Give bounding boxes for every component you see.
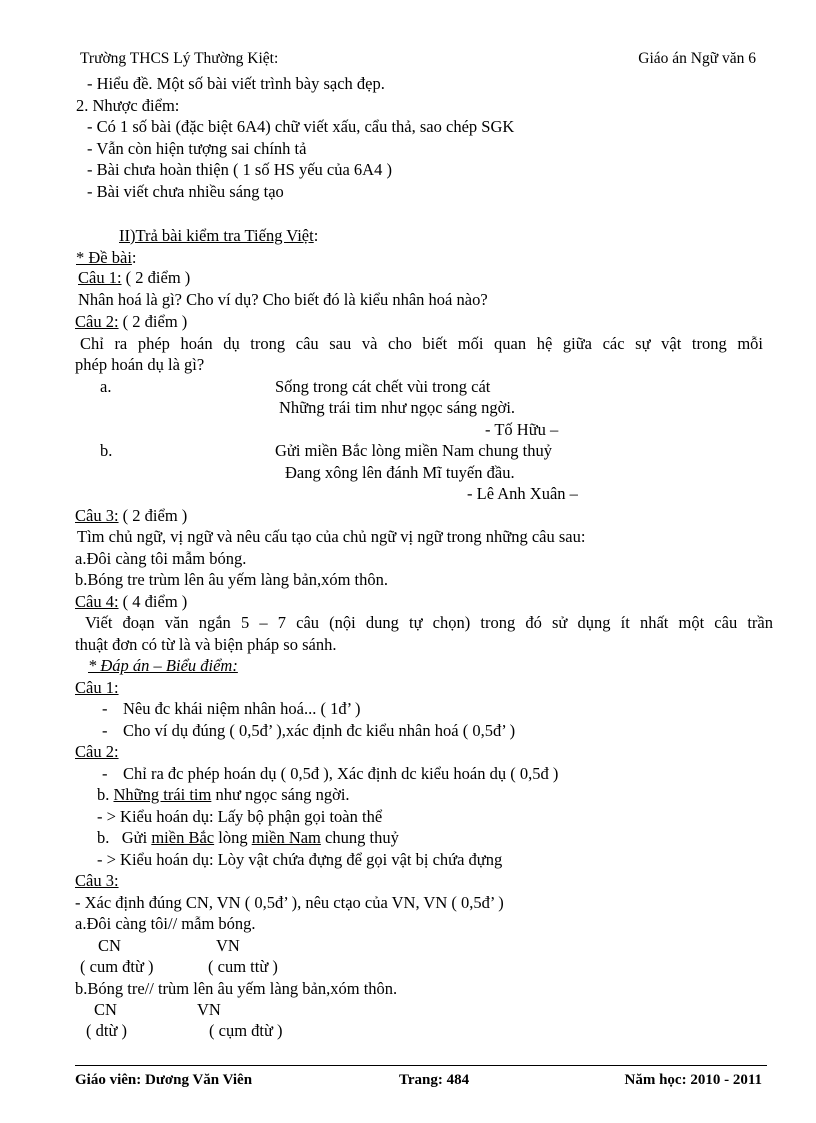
example-text: lòng: [214, 828, 252, 847]
strength-item: - Hiểu đề. Một số bài viết trình bày sạch đẹp.: [87, 74, 385, 93]
school-name: Trường THCS Lý Thường Kiệt:: [80, 50, 279, 67]
underlined-phrase: miền Bắc: [151, 828, 215, 847]
example-text: Gửi: [121, 828, 152, 847]
example-label: b.: [97, 828, 110, 847]
poem-b-label: b.: [100, 441, 113, 460]
section-heading-text: II)Trả bài kiểm tra Tiếng Việt: [119, 226, 314, 245]
poem-line: Gửi miền Bắc lòng miền Nam chung thuỷ: [275, 441, 553, 460]
underlined-phrase: miền Nam: [251, 828, 321, 847]
answer-sentence: a.Đôi càng tôi// mẫm bóng.: [75, 914, 256, 933]
question-label: Câu 4:: [75, 592, 119, 611]
subject-structure: ( cum đtừ ): [80, 957, 154, 976]
answer-key-title: * Đáp án – Biểu điểm:: [88, 656, 238, 675]
example-rest: như ngọc sáng ngời.: [211, 785, 350, 804]
page-number: Trang: 484: [399, 1072, 470, 1088]
answer-item: Chỉ ra đc phép hoán dụ ( 0,5đ ), Xác định dc kiểu hoán dụ ( 0,5đ ): [123, 764, 559, 783]
teacher-name: Giáo viên: Dương Văn Viên: [75, 1072, 253, 1088]
question-points: ( 4 điểm ): [118, 592, 188, 611]
question-points: ( 2 điểm ): [118, 506, 188, 525]
predicate-structure: ( cum ttừ ): [208, 957, 278, 976]
question-3-sentence: a.Đôi càng tôi mẫm bóng.: [75, 549, 247, 568]
predicate-label: VN: [197, 1000, 221, 1019]
answer-explanation: - > Kiểu hoán dụ: Lấy bộ phận gọi toàn thể: [97, 807, 383, 826]
poem-a-label: a.: [100, 377, 112, 396]
section-heading: [119, 226, 318, 246]
weakness-item: - Bài viết chưa nhiều sáng tạo: [87, 182, 284, 201]
question-label: Câu 1:: [78, 268, 122, 287]
bullet-dash: -: [102, 764, 108, 783]
subject-label: CN: [98, 936, 121, 955]
footer-divider: [75, 1065, 767, 1066]
question-points: ( 2 điểm ): [118, 312, 188, 331]
exam-heading: [76, 248, 137, 268]
poem-author: - Lê Anh Xuân –: [467, 484, 578, 503]
example-label: b.: [97, 785, 110, 804]
weakness-item: - Bài chưa hoàn thiện ( 1 số HS yếu của 6A4 ): [87, 160, 392, 179]
answer-sentence: b.Bóng tre// trùm lên âu yếm làng bản,xóm thôn.: [75, 979, 398, 998]
example-text: chung thuỷ: [320, 828, 399, 847]
question-label: Câu 3:: [75, 506, 119, 525]
question-2-heading: [75, 312, 187, 332]
answer-item: Cho ví dụ đúng ( 0,5đ’ ),xác định đc kiểu nhân hoá ( 0,5đ’ ): [123, 721, 516, 740]
document-subject: Giáo án Ngữ văn 6: [638, 50, 756, 67]
question-2-text: phép hoán dụ là gì?: [75, 355, 205, 374]
question-4-text: thuật đơn có từ là và biện pháp so sánh.: [75, 635, 337, 654]
question-3-sentence: b.Bóng tre trùm lên âu yếm làng bản,xóm thôn.: [75, 570, 388, 589]
answer-3-label: Câu 3:: [75, 871, 119, 890]
weakness-item: - Vẫn còn hiện tượng sai chính tả: [87, 139, 307, 158]
poem-author: - Tố Hữu –: [485, 420, 559, 439]
weakness-item: - Có 1 số bài (đặc biệt 6A4) chữ viết xấu, cẩu thả, sao chép SGK: [87, 117, 515, 136]
weakness-heading: 2. Nhược điểm:: [76, 96, 180, 115]
question-3-heading: [75, 506, 187, 526]
poem-line: Sống trong cát chết vùi trong cát: [275, 377, 491, 396]
exam-heading-colon: :: [131, 248, 137, 267]
question-points: ( 2 điểm ): [121, 268, 191, 287]
subject-structure: ( dtừ ): [86, 1021, 128, 1040]
predicate-structure: ( cụm đtừ ): [209, 1021, 283, 1040]
answer-explanation: - > Kiểu hoán dụ: Lòy vật chứa đựng để gọi vật bị chứa đựng: [97, 850, 503, 869]
question-2-text: Chỉ ra phép hoán dụ trong câu sau và cho biết mối quan hệ giữa các sự vật trong mỗi: [80, 334, 763, 353]
question-4-text: Viết đoạn văn ngắn 5 – 7 câu (nội dung tự chọn) trong đó sử dụng ít nhất một câu trần: [85, 613, 773, 632]
bullet-dash: -: [102, 721, 108, 740]
answer-example: [97, 828, 399, 848]
poem-line: Đang xông lên đánh Mĩ tuyến đầu.: [285, 463, 515, 482]
question-1-heading: [78, 268, 190, 288]
answer-2-label: Câu 2:: [75, 742, 119, 761]
bullet-dash: -: [102, 699, 108, 718]
subject-label: CN: [94, 1000, 117, 1019]
answer-item: Nêu đc khái niệm nhân hoá... ( 1đ’ ): [123, 699, 361, 718]
section-heading-colon: :: [313, 226, 319, 245]
question-4-heading: [75, 592, 187, 612]
exam-heading-text: * Đề bài: [76, 248, 132, 267]
poem-line: Những trái tim như ngọc sáng ngời.: [279, 398, 516, 417]
underlined-phrase: Những trái tim: [113, 785, 212, 804]
question-3-text: Tìm chủ ngữ, vị ngữ và nêu cấu tạo của chủ ngữ vị ngữ trong những câu sau:: [77, 527, 586, 546]
question-1-text: Nhân hoá là gì? Cho ví dụ? Cho biết đó là kiểu nhân hoá nào?: [78, 290, 488, 309]
predicate-label: VN: [216, 936, 240, 955]
question-label: Câu 2:: [75, 312, 119, 331]
answer-1-label: Câu 1:: [75, 678, 119, 697]
answer-item: - Xác định đúng CN, VN ( 0,5đ’ ), nêu ctạo của VN, VN ( 0,5đ’ ): [75, 893, 504, 912]
answer-example: [97, 785, 350, 805]
school-year: Năm học: 2010 - 2011: [624, 1072, 762, 1088]
